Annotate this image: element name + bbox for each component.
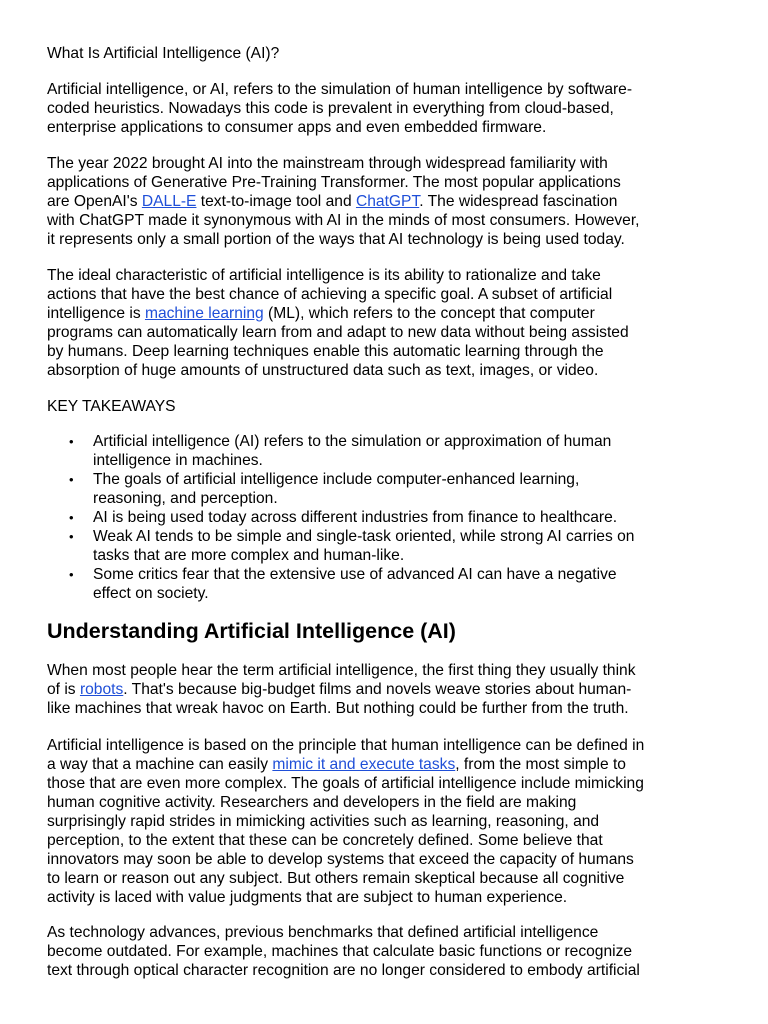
perception-paragraph	[47, 661, 636, 718]
list-item-line: intelligence in machines.	[93, 452, 263, 469]
list-item-line: The goals of artificial intelligence include computer-enhanced learning,	[93, 471, 580, 488]
paragraph-line: activity is laced with value judgments that are subject to human experience.	[47, 889, 568, 906]
paragraph-line: to learn or reason out any subject. But others remain skeptical because all cognitive	[47, 870, 625, 887]
bullet-icon: •	[69, 510, 74, 525]
principle-paragraph	[47, 736, 644, 907]
list-item-line: Artificial intelligence (AI) refers to the simulation or approximation of human	[93, 433, 612, 450]
bullet-icon: •	[69, 529, 74, 544]
paragraph-line: absorption of huge amounts of unstructured data such as text, images, or video.	[47, 362, 599, 379]
article-title: What Is Artificial Intelligence (AI)?	[47, 45, 280, 62]
paragraph-line: programs can automatically learn from and adapt to new data without being assisted	[47, 324, 629, 341]
list-item-line: Weak AI tends to be simple and single-task oriented, while strong AI carries on	[93, 528, 635, 545]
paragraph-line: Artificial intelligence, or AI, refers to the simulation of human intelligence by software-	[47, 81, 633, 98]
paragraph-line: When most people hear the term artificial intelligence, the first thing they usually think	[47, 662, 636, 679]
list-item-line: Some critics fear that the extensive use of advanced AI can have a negative	[93, 566, 617, 583]
bullet-icon: •	[69, 567, 74, 582]
benchmarks-paragraph	[47, 923, 640, 980]
paragraph-line: enterprise applications to consumer apps and even embedded firmware.	[47, 119, 547, 136]
history-paragraph	[47, 154, 640, 249]
paragraph-line: applications of Generative Pre-Training Transformer. The most popular applications	[47, 174, 621, 191]
list-item	[47, 508, 727, 527]
paragraph-text: of is	[47, 681, 80, 698]
paragraph-line: The ideal characteristic of artificial intelligence is its ability to rationalize and take	[47, 267, 601, 284]
list-item-line: reasoning, and perception.	[93, 490, 278, 507]
paragraph-text: are OpenAI's	[47, 193, 142, 210]
paragraph-text: (ML), which refers to the concept that computer	[263, 305, 595, 322]
paragraph-line: actions that have the best chance of achieving a specific goal. A subset of artificial	[47, 286, 613, 303]
list-item	[47, 470, 727, 508]
paragraph-text: a way that a machine can easily	[47, 756, 273, 773]
paragraph-line: perception, to the extent that these can be concretely defined. Some believe that	[47, 832, 603, 849]
paragraph-line	[47, 304, 629, 323]
paragraph-line: with ChatGPT made it synonymous with AI in the minds of most consumers. However,	[47, 212, 640, 229]
chatgpt-link[interactable]: ChatGPT	[355, 193, 420, 210]
paragraph-line: those that are even more complex. The goals of artificial intelligence include mimicking	[47, 775, 644, 792]
paragraph-text: , from the most simple to	[455, 756, 626, 773]
paragraph-line: it represents only a small portion of the ways that AI technology is being used today.	[47, 231, 625, 248]
key-takeaways-list	[47, 432, 727, 603]
paragraph-line: The year 2022 brought AI into the mainstream through widespread familiarity with	[47, 155, 608, 172]
mimic-tasks-link[interactable]: mimic it and execute tasks	[272, 756, 456, 773]
bullet-icon: •	[69, 472, 74, 487]
list-item-line: tasks that are more complex and human-like.	[93, 547, 405, 564]
list-item-line: effect on society.	[93, 585, 209, 602]
paragraph-line: coded heuristics. Nowadays this code is prevalent in everything from cloud-based,	[47, 100, 614, 117]
paragraph-text: . That's because big-budget films and novels weave stories about human-	[123, 681, 632, 698]
paragraph-text: text-to-image tool and	[196, 193, 356, 210]
key-takeaways-heading: KEY TAKEAWAYS	[47, 398, 176, 415]
machine-learning-link[interactable]: machine learning	[144, 305, 264, 322]
paragraph-line	[47, 192, 640, 211]
paragraph-line: text through optical character recognition are no longer considered to embody artificial	[47, 962, 640, 979]
paragraph-text: intelligence is	[47, 305, 145, 322]
intro-paragraph	[47, 80, 632, 137]
section-heading: Understanding Artificial Intelligence (AI)	[47, 619, 456, 643]
paragraph-line: by humans. Deep learning techniques enable this automatic learning through the	[47, 343, 604, 360]
paragraph-line: As technology advances, previous benchmarks that defined artificial intelligence	[47, 924, 599, 941]
paragraph-line: Artificial intelligence is based on the principle that human intelligence can be defined in	[47, 737, 645, 754]
paragraph-line	[47, 680, 636, 699]
dall-e-link[interactable]: DALL-E	[141, 193, 197, 210]
list-item	[47, 565, 727, 603]
paragraph-line: surprisingly rapid strides in mimicking activities such as learning, reasoning, and	[47, 813, 600, 830]
list-item-line: AI is being used today across different industries from finance to healthcare.	[93, 509, 618, 526]
list-item	[47, 432, 727, 470]
paragraph-line: become outdated. For example, machines that calculate basic functions or recognize	[47, 943, 633, 960]
robots-link[interactable]: robots	[79, 681, 124, 698]
paragraph-line: like machines that wreak havoc on Earth. But nothing could be further from the truth.	[47, 700, 629, 717]
characteristic-paragraph	[47, 266, 629, 380]
paragraph-line: human cognitive activity. Researchers and developers in the field are making	[47, 794, 577, 811]
list-item	[47, 527, 727, 565]
paragraph-line: innovators may soon be able to develop systems that exceed the capacity of humans	[47, 851, 634, 868]
bullet-icon: •	[69, 434, 74, 449]
paragraph-line	[47, 755, 644, 774]
paragraph-text: . The widespread fascination	[419, 193, 618, 210]
